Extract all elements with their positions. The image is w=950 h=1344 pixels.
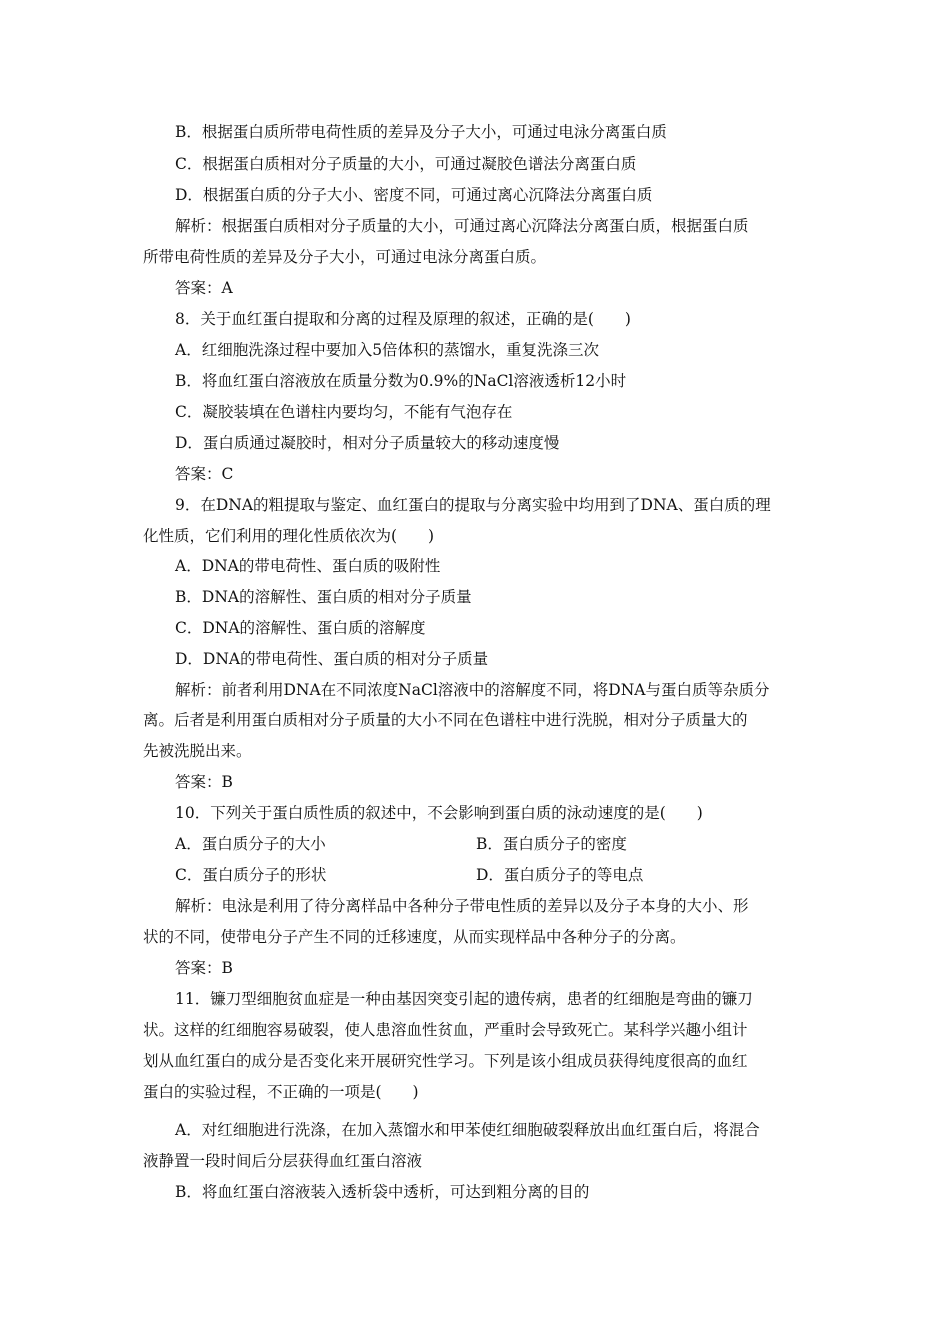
option-a-q9: A．DNA的带电荷性、蛋白质的吸附性 [175, 557, 441, 575]
answer-q8: 答案：C [175, 465, 234, 483]
option-a-q10: A．蛋白质分子的大小 [175, 835, 326, 853]
analysis-q10-line1: 解析：电泳是利用了待分离样品中各种分子带电性质的差异以及分子本身的大小、形 [175, 897, 749, 915]
answer-q10: 答案：B [175, 959, 233, 977]
option-b-q11: B．将血红蛋白溶液装入透析袋中透析，可达到粗分离的目的 [175, 1183, 590, 1201]
option-c-q10: C．蛋白质分子的形状 [175, 866, 327, 884]
analysis-q7-line1: 解析：根据蛋白质相对分子质量的大小，可通过离心沉降法分离蛋白质，根据蛋白质 [175, 217, 749, 235]
analysis-q9-line3: 先被洗脱出来。 [143, 742, 252, 760]
option-c-q8: C．凝胶装填在色谱柱内要均匀，不能有气泡存在 [175, 403, 513, 421]
option-d-q8: D．蛋白质通过凝胶时，相对分子质量较大的移动速度慢 [175, 434, 560, 452]
question-11-line2: 状。这样的红细胞容易破裂，使人患溶血性贫血，严重时会导致死亡。某科学兴趣小组计 [143, 1021, 748, 1039]
option-d-q10: D．蛋白质分子的等电点 [476, 866, 644, 884]
option-c-q9: C．DNA的溶解性、蛋白质的溶解度 [175, 619, 426, 637]
question-8: 8．关于血红蛋白提取和分离的过程及原理的叙述，正确的是( ) [175, 310, 631, 328]
option-b-q8: B．将血红蛋白溶液放在质量分数为0.9%的NaCl溶液透析12小时 [175, 372, 627, 390]
option-a-q8: A．红细胞洗涤过程中要加入5倍体积的蒸馏水，重复洗涤三次 [175, 341, 600, 359]
question-11-line3: 划从血红蛋白的成分是否变化来开展研究性学习。下列是该小组成员获得纯度很高的血红 [143, 1052, 748, 1070]
answer-q9: 答案：B [175, 773, 233, 791]
answer-q7: 答案：A [175, 279, 233, 297]
option-b-q10: B．蛋白质分子的密度 [476, 835, 627, 853]
question-11-line4: 蛋白的实验过程，不正确的一项是( ) [143, 1083, 419, 1101]
analysis-q7-line2: 所带电荷性质的差异及分子大小，可通过电泳分离蛋白质。 [143, 248, 547, 266]
question-9-line1: 9．在DNA的粗提取与鉴定、血红蛋白的提取与分离实验中均用到了DNA、蛋白质的理 [175, 496, 771, 514]
analysis-q9-line1: 解析：前者利用DNA在不同浓度NaCl溶液中的溶解度不同，将DNA与蛋白质等杂质分 [175, 681, 770, 699]
question-9-line2: 化性质，它们利用的理化性质依次为( ) [143, 527, 435, 545]
option-b-q9: B．DNA的溶解性、蛋白质的相对分子质量 [175, 588, 472, 606]
analysis-q9-line2: 离。后者是利用蛋白质相对分子质量的大小不同在色谱柱中进行洗脱，相对分子质量大的 [143, 711, 748, 729]
option-c-q7: C．根据蛋白质相对分子质量的大小，可通过凝胶色谱法分离蛋白质 [175, 155, 637, 173]
option-d-q7: D．根据蛋白质的分子大小、密度不同，可通过离心沉降法分离蛋白质 [175, 186, 653, 204]
analysis-q10-line2: 状的不同，使带电分子产生不同的迁移速度，从而实现样品中各种分子的分离。 [143, 928, 686, 946]
option-a-q11-line2: 液静置一段时间后分层获得血红蛋白溶液 [143, 1152, 423, 1170]
option-a-q11-line1: A．对红细胞进行洗涤，在加入蒸馏水和甲苯使红细胞破裂释放出血红蛋白后，将混合 [175, 1121, 760, 1139]
option-d-q9: D．DNA的带电荷性、蛋白质的相对分子质量 [175, 650, 489, 668]
question-10: 10．下列关于蛋白质性质的叙述中，不会影响到蛋白质的泳动速度的是( ) [175, 804, 703, 822]
question-11-line1: 11．镰刀型细胞贫血症是一种由基因突变引起的遗传病，患者的红细胞是弯曲的镰刀 [175, 990, 753, 1008]
option-b-q7: B．根据蛋白质所带电荷性质的差异及分子大小，可通过电泳分离蛋白质 [175, 123, 667, 141]
